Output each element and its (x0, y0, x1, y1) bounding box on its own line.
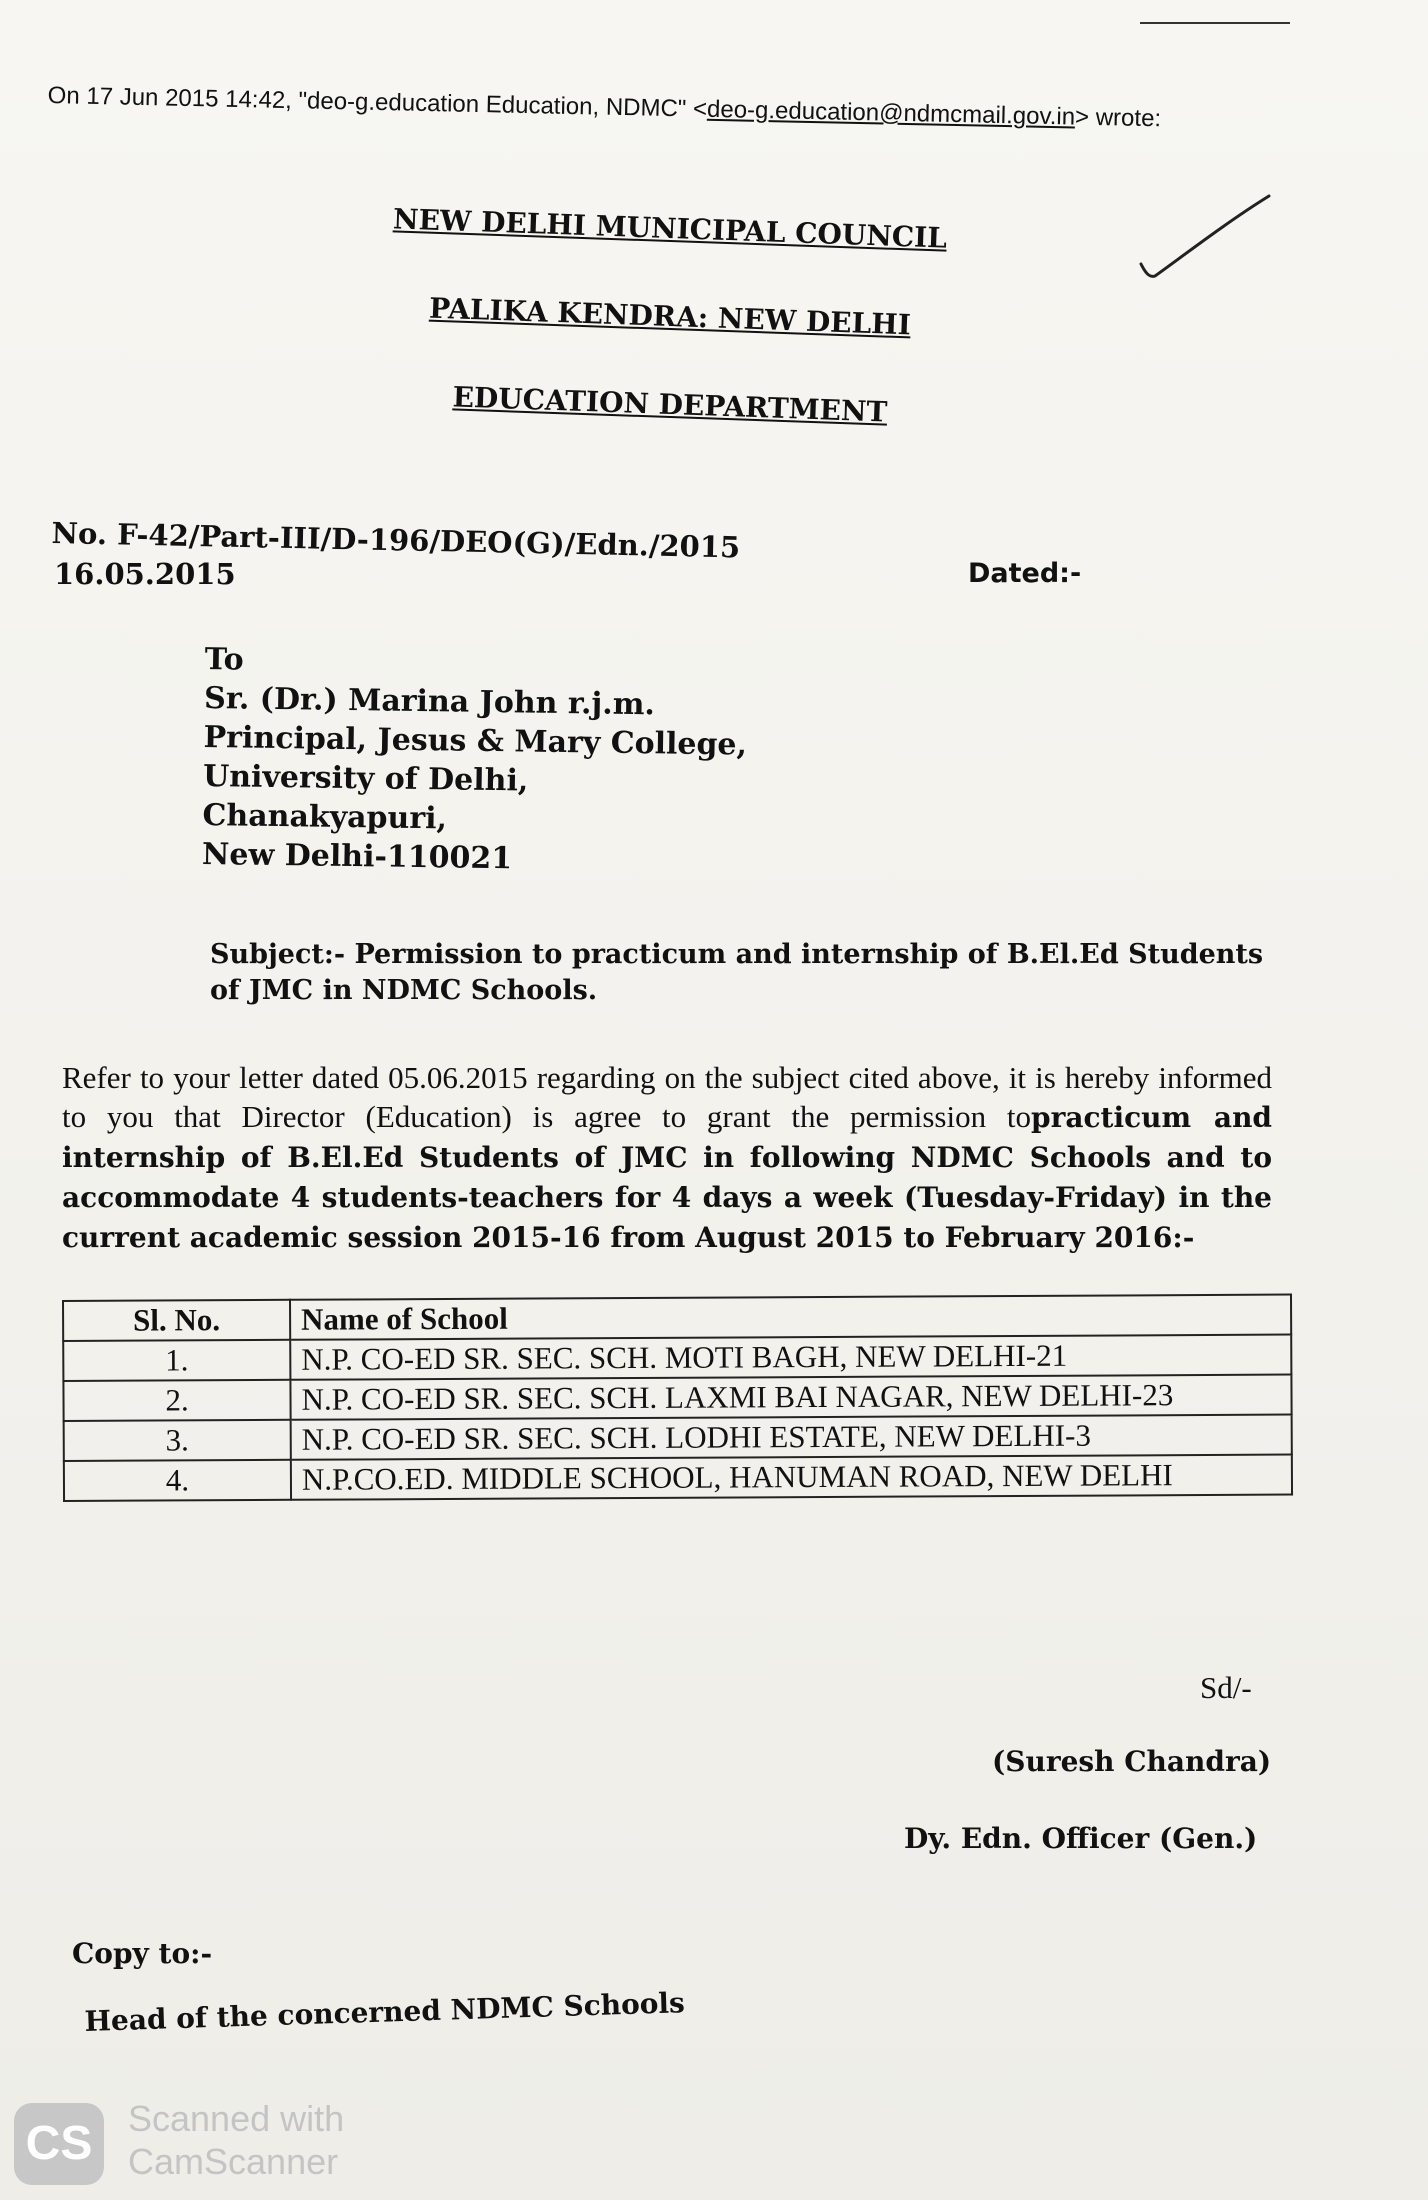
letter-subject: Subject:- Permission to practicum and internship of B.El.Ed Students of JMC in NDMC Schools. (210, 939, 1264, 1006)
serial-cell: 2. (63, 1380, 290, 1421)
letter-body (62, 1058, 1272, 1257)
school-cell: N.P. CO-ED SR. SEC. SCH. LAXMI BAI NAGAR, NEW DELHI-23 (290, 1375, 1291, 1420)
camscanner-text (128, 2097, 344, 2183)
table-row (64, 1415, 1292, 1461)
camscanner-watermark (14, 2097, 384, 2187)
corner-handwritten-note (1140, 0, 1290, 24)
signatory-title: Dy. Edn. Officer (Gen.) (904, 1822, 1258, 1855)
serial-cell: 3. (64, 1420, 291, 1461)
camscanner-line1: Scanned with (128, 2098, 345, 2139)
body-text-emphasis: practicum and internship of B.El.Ed Students of JMC in following NDMC Schools and to accommodate 4 students-teachers for 4 days a week (Tuesday-Friday) in the current academic session 2015-16 from August 2015 to February 2016:- (62, 1101, 1273, 1254)
camscanner-logo-icon: CS (14, 2103, 104, 2185)
address-university: University of Delhi, (202, 758, 529, 799)
letterhead-location: PALIKA KENDRA: NEW DELHI (428, 291, 912, 342)
table-header-row (63, 1295, 1291, 1341)
email-header (47, 82, 1247, 135)
school-cell: N.P.CO.ED. MIDDLE SCHOOL, HANUMAN ROAD, NEW DELHI (291, 1455, 1292, 1500)
dated-label: Dated:- (968, 558, 1082, 589)
school-cell: N.P. CO-ED SR. SEC. SCH. MOTI BAGH, NEW DELHI-21 (290, 1335, 1291, 1380)
header-serial: Sl. No. (63, 1300, 290, 1341)
serial-cell: 1. (63, 1340, 290, 1381)
address-name: Sr. (Dr.) Marina John r.j.m. (203, 680, 656, 723)
email-header-prefix: On 17 Jun 2015 14:42, "deo-g.education Education, NDMC" < (47, 82, 708, 123)
body-text-intro: Refer to your letter dated 05.06.2015 regarding on the subject cited above, it is hereby informed to you that Director (Education) is agree to grant the permission to (62, 1060, 1272, 1134)
copy-recipient: Head of the concerned NDMC Schools (84, 1986, 686, 2038)
table-row (63, 1335, 1291, 1381)
email-header-suffix: > wrote: (1074, 103, 1162, 133)
header-school: Name of School (290, 1295, 1291, 1340)
address-city: New Delhi-110021 (201, 836, 513, 877)
camscanner-line2: CamScanner (128, 2141, 339, 2182)
address-to: To (204, 641, 244, 678)
signatory-name: (Suresh Chandra) (992, 1745, 1272, 1778)
serial-cell: 4. (64, 1460, 291, 1501)
recipient-address (202, 640, 749, 882)
school-cell: N.P. CO-ED SR. SEC. SCH. LODHI ESTATE, NEW DELHI-3 (291, 1415, 1292, 1460)
signature-sd: Sd/- (1200, 1670, 1252, 1705)
letterhead-council: NEW DELHI MUNICIPAL COUNCIL (392, 202, 948, 255)
letterhead-department: EDUCATION DEPARTMENT (452, 380, 888, 429)
check-icon (1135, 190, 1275, 290)
copy-to-label: Copy to:- (72, 1937, 213, 1970)
address-locality: Chanakyapuri, (202, 797, 448, 837)
schools-table (62, 1294, 1293, 1502)
table-row (63, 1375, 1291, 1421)
table-row (64, 1455, 1292, 1501)
reference-number: No. F-42/Part-III/D-196/DEO(G)/Edn./2015 (51, 516, 741, 565)
address-designation: Principal, Jesus & Mary College, (203, 719, 748, 763)
reference-date: 16.05.2015 (54, 557, 236, 591)
email-address-link[interactable]: deo-g.education@ndmcmail.gov.in (706, 95, 1076, 131)
